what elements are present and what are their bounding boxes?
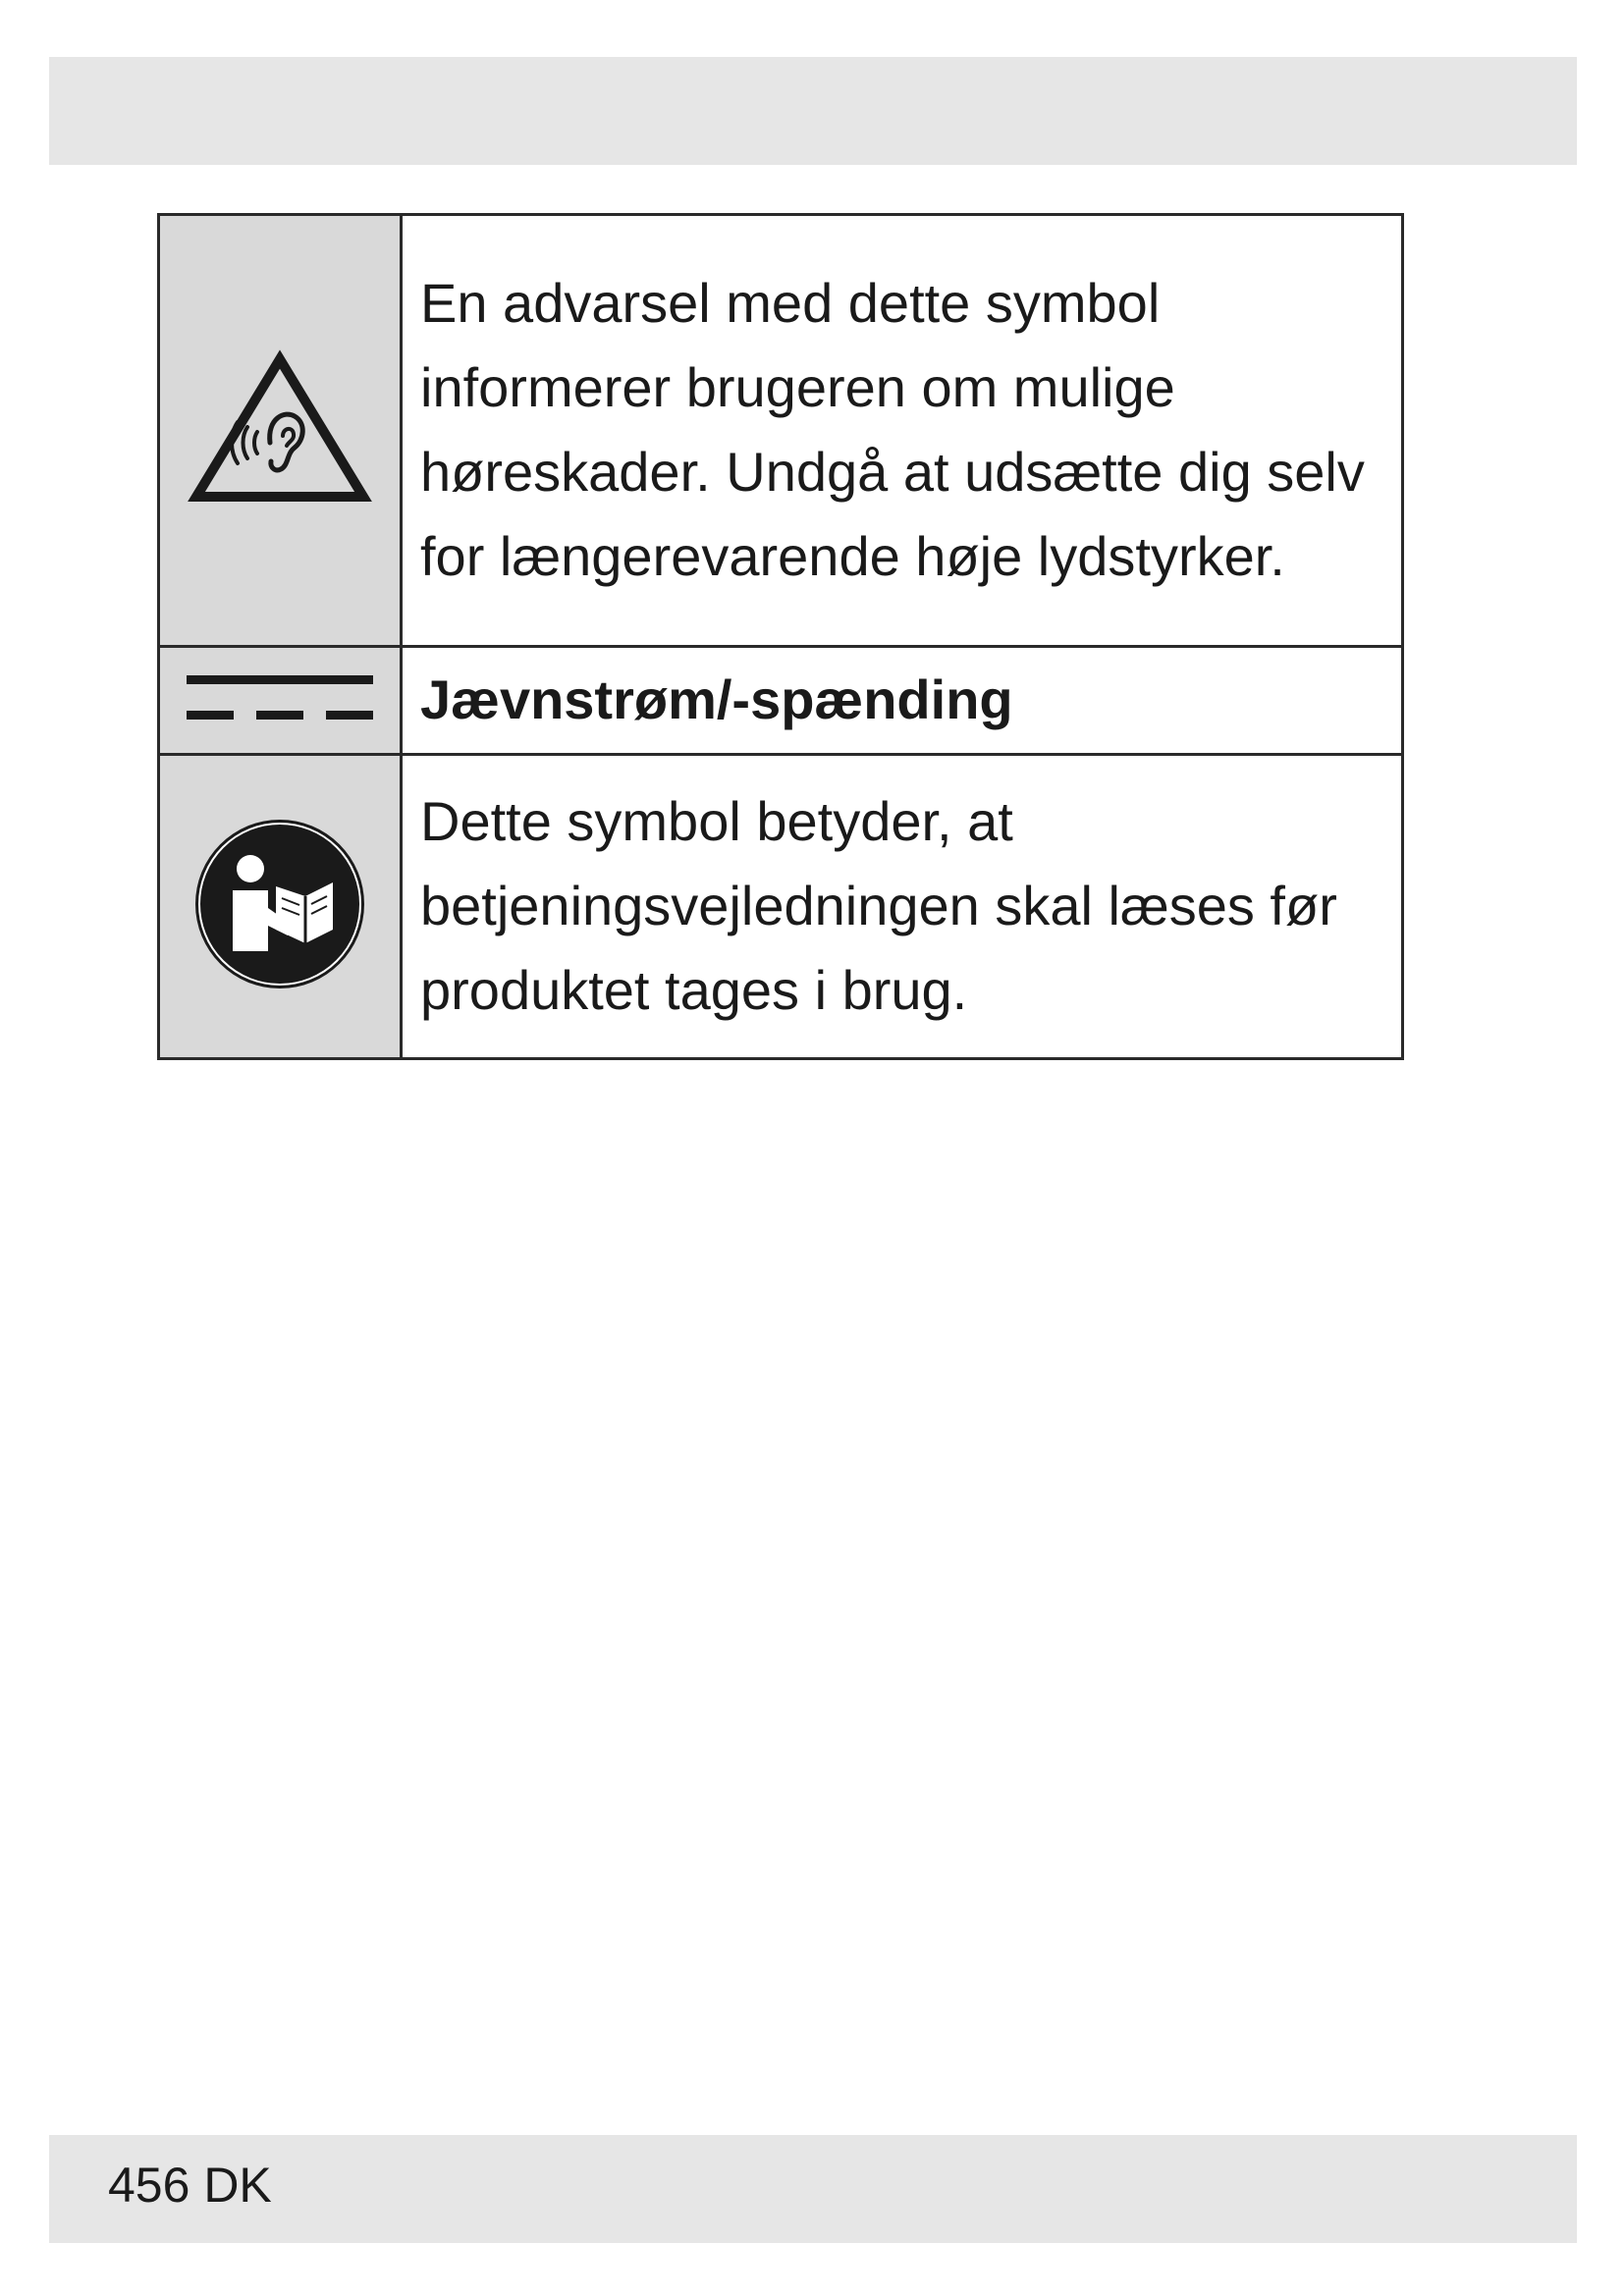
symbol-table [157,213,1404,1060]
direct-current-icon [182,664,378,737]
read-manual-icon [189,814,370,999]
symbol-description: Jævnstrøm/-spænding [402,647,1403,755]
symbol-description: En advarsel med dette symbol informerer brugeren om mulige høreskader. Undgå at udsætte dig selv for længerevarende høje lydstyrker. [402,215,1403,647]
table-row [159,755,1403,1059]
footer-band [49,2135,1577,2243]
header-band [49,57,1577,165]
page-number: 456 DK [108,2158,272,2213]
symbol-cell [159,215,402,647]
hearing-warning-icon [187,349,373,511]
table-row [159,647,1403,755]
symbol-description: Dette symbol betyder, at betjeningsvejledningen skal læses før produktet tages i brug. [402,755,1403,1059]
symbol-cell [159,755,402,1059]
symbol-cell [159,647,402,755]
table-row [159,215,1403,647]
